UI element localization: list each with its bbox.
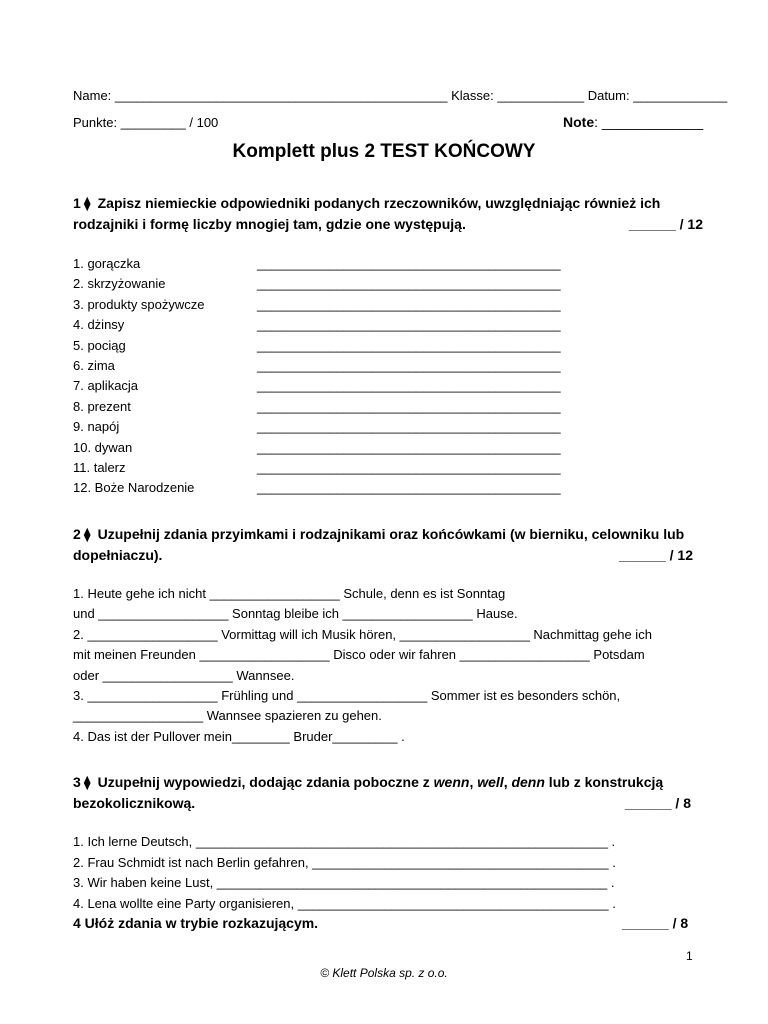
vocab-word: 11. talerz [73, 460, 126, 475]
vocab-word: 1. gorączka [73, 256, 141, 271]
task1-number: 1 [73, 195, 81, 211]
task2-sentence-line: 4. Das ist der Pullover mein________ Bruder_________ . [73, 728, 405, 744]
task2-sentence-line: __________________ Wannsee spazieren zu gehen. [73, 708, 382, 724]
vocab-word: 4. dżinsy [73, 317, 125, 333]
answer-blank: __________________________________________ [257, 460, 561, 475]
task2-sentence-line: 2. __________________ Vormittag will ich Musik hören, __________________ Nachmittag gehe ich [73, 626, 652, 642]
vocab-word: 6. zima [73, 358, 115, 373]
task2-sentence-line: oder __________________ Wannsee. [73, 667, 295, 683]
answer-blank: __________________________________________ [257, 378, 561, 394]
task2-sentence-line: und __________________ Sonntag bleibe ich __________________ Hause. [73, 606, 518, 622]
diamond-icon: ⧫ [83, 774, 91, 790]
vocab-row [73, 439, 561, 460]
task2-sentence-line: mit meinen Freunden __________________ Disco oder wir fahren __________________ Potsdam [73, 647, 645, 663]
task1-instruction: Zapisz niemieckie odpowiedniki podanych rzeczowników, uwzględniając również ich rodzajniki i formę liczby mnogiej tam, gdzie one występują. [73, 195, 661, 232]
task1-heading [73, 193, 703, 235]
answer-blank: __________________________________________ [257, 317, 561, 333]
task4-heading: 4 Ułóż zdania w trybie rozkazującym. [73, 915, 319, 931]
page-number: 1 [686, 949, 693, 963]
points-line: Punkte: _________ / 100 [73, 115, 219, 130]
vocab-row [73, 276, 561, 296]
name-class-date-line: Name: ______________________________________________ Klasse: ____________ Datum: _____________ [73, 88, 728, 103]
vocab-word: 10. dywan [73, 439, 133, 455]
note-blank: : _____________ [594, 114, 704, 130]
vocab-row [73, 337, 561, 358]
vocab-row [73, 460, 561, 480]
task2-score: ______ / 12 [619, 547, 693, 563]
vocab-word: 2. skrzyżowanie [73, 276, 166, 292]
task3-sentence-line: 2. Frau Schmidt ist nach Berlin gefahren, _________________________________________ . [73, 854, 616, 870]
vocab-row [73, 480, 561, 500]
answer-blank: __________________________________________ [257, 480, 561, 496]
copyright-footer: © Klett Polska sp. z o.o. [320, 966, 448, 980]
page-title: Komplett plus 2 TEST KOŃCOWY [232, 141, 536, 162]
task3-heading [73, 772, 691, 814]
vocab-word: 3. produkty spożywcze [73, 296, 205, 312]
vocab-word: 7. aplikacja [73, 378, 139, 394]
note-field [563, 114, 703, 130]
task3-keyword-denn: denn [511, 774, 545, 790]
vocab-row [73, 358, 561, 378]
vocab-word: 12. Boże Narodzenie [73, 480, 195, 496]
task2-sentence-line: 1. Heute gehe ich nicht __________________ Schule, denn es ist Sonntag [73, 586, 506, 601]
answer-blank: __________________________________________ [257, 296, 561, 312]
task3-number: 3 [73, 774, 81, 790]
vocab-row [73, 419, 561, 439]
task3-sentence-line: 3. Wir haben keine Lust, ______________________________________________________ . [73, 875, 615, 890]
task3-separator: , [503, 774, 512, 790]
task3-separator: , [469, 774, 478, 790]
diamond-icon: ⧫ [83, 195, 91, 211]
task3-score: ______ / 8 [624, 795, 691, 811]
vocab-row [73, 317, 561, 337]
task3-sentence-line: 4. Lena wollte eine Party organisieren, ___________________________________________ . [73, 895, 616, 911]
task3-keyword-wenn: wenn [433, 774, 470, 790]
task3-keyword-well: well [477, 774, 504, 790]
answer-blank: __________________________________________ [257, 419, 561, 435]
task2-heading [73, 524, 693, 566]
vocab-row [73, 296, 561, 317]
task3-sentence-line: 1. Ich lerne Deutsch, _________________________________________________________ . [73, 834, 616, 849]
task4-score: ______ / 8 [622, 915, 689, 931]
vocab-word: 5. pociąg [73, 337, 126, 353]
vocab-row [73, 398, 561, 419]
answer-blank: __________________________________________ [257, 256, 561, 271]
answer-blank: __________________________________________ [257, 276, 561, 292]
vocab-row [73, 378, 561, 398]
note-label: Note [563, 114, 595, 130]
task2-number: 2 [73, 526, 81, 542]
vocab-row [73, 256, 561, 276]
answer-blank: __________________________________________ [257, 439, 561, 455]
vocab-word: 8. prezent [73, 398, 131, 414]
diamond-icon: ⧫ [83, 526, 91, 542]
task2-instruction: Uzupełnij zdania przyimkami i rodzajnikami oraz końcówkami (w bierniku, celowniku lub dopełniaczu). [73, 526, 685, 563]
task3-instruction-post: lub z konstrukcją bezokolicznikową. [73, 774, 664, 811]
task3-instruction-pre: Uzupełnij wypowiedzi, dodając zdania poboczne z [97, 774, 434, 790]
task2-sentence-line: 3. __________________ Frühling und __________________ Sommer ist es besonders schön, [73, 688, 621, 703]
task1-score: ______ / 12 [629, 216, 703, 232]
answer-blank: __________________________________________ [257, 337, 561, 353]
answer-blank: __________________________________________ [257, 358, 561, 373]
vocab-word: 9. napój [73, 419, 120, 435]
answer-blank: __________________________________________ [257, 398, 561, 414]
